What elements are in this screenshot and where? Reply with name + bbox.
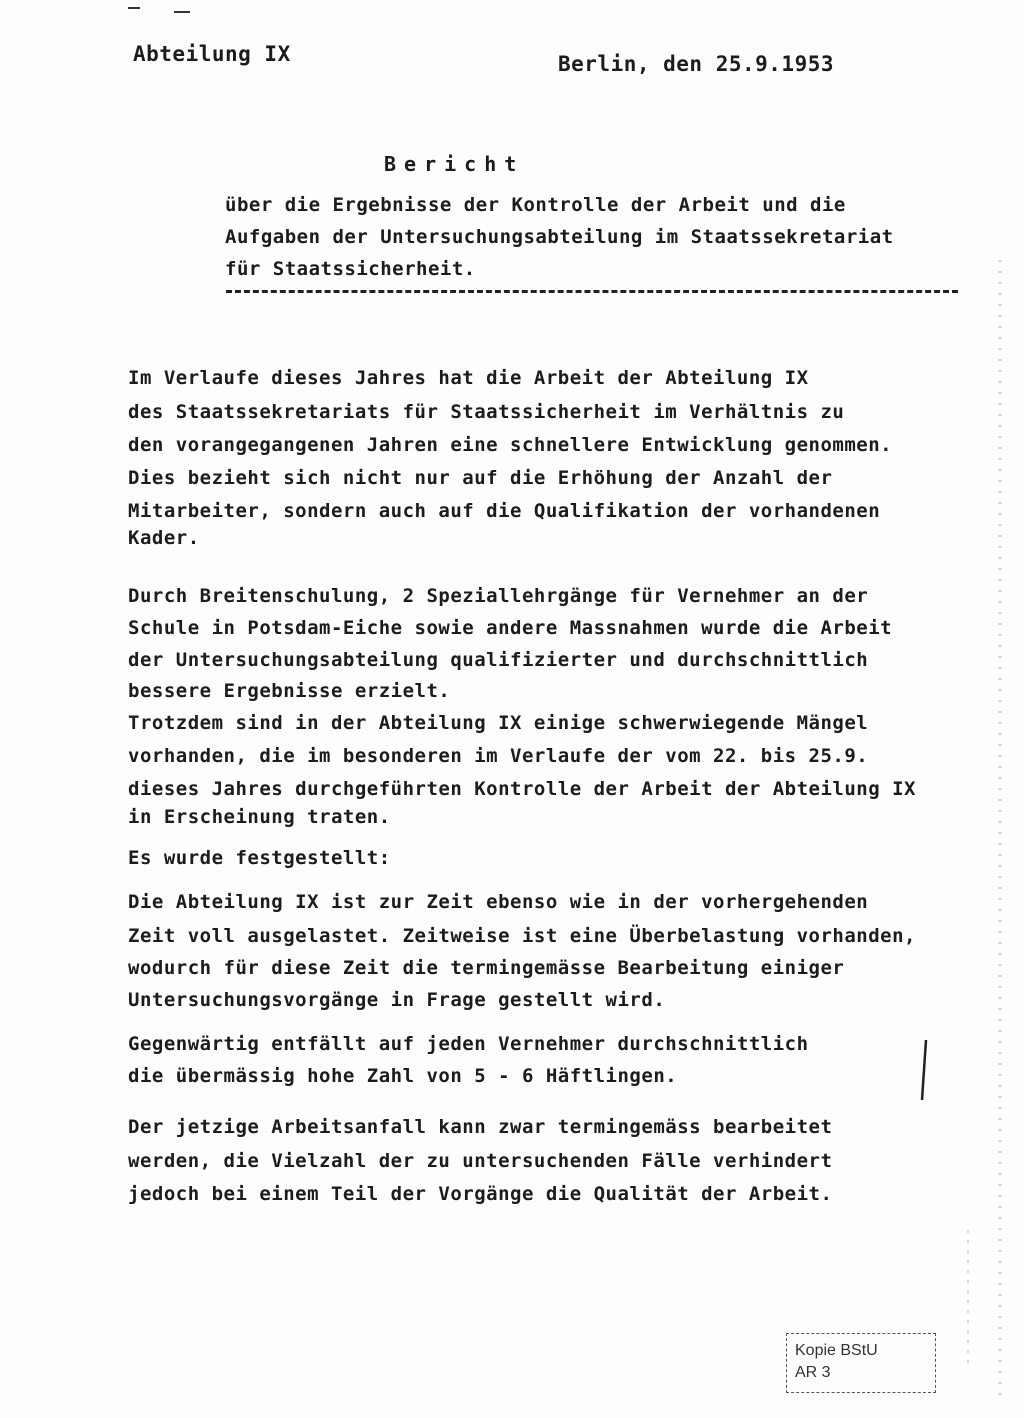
body-line: Im Verlaufe dieses Jahres hat die Arbeit der Abteilung IX: [128, 367, 809, 389]
body-line: Untersuchungsvorgänge in Frage gestellt wird.: [128, 989, 666, 1011]
body-line: dieses Jahres durchgeführten Kontrolle der Arbeit der Abteilung IX: [128, 778, 916, 800]
body-line: Zeit voll ausgelastet. Zeitweise ist eine Überbelastung vorhanden,: [128, 925, 916, 947]
body-line: Die Abteilung IX ist zur Zeit ebenso wie in der vorhergehenden: [128, 891, 869, 913]
body-line: der Untersuchungsabteilung qualifizierter und durchschnittlich: [128, 649, 869, 671]
body-line: bessere Ergebnisse erzielt.: [128, 680, 451, 702]
body-line: vorhanden, die im besonderen im Verlaufe der vom 22. bis 25.9.: [128, 745, 869, 767]
body-line: Es wurde festgestellt:: [128, 847, 391, 869]
subtitle-line: über die Ergebnisse der Kontrolle der Arbeit und die: [225, 194, 846, 216]
body-line: in Erscheinung traten.: [128, 806, 391, 828]
body-line: Durch Breitenschulung, 2 Speziallehrgänge für Vernehmer an der: [128, 585, 869, 607]
body-line: die übermässig hohe Zahl von 5 - 6 Häftlingen.: [128, 1065, 678, 1087]
body-line: werden, die Vielzahl der zu untersuchenden Fälle verhindert: [128, 1150, 833, 1172]
subtitle-line: für Staatssicherheit.: [225, 258, 476, 280]
stamp-line: Kopie BStU: [795, 1342, 878, 1359]
body-line: jedoch bei einem Teil der Vorgänge die Qualität der Arbeit.: [128, 1183, 833, 1205]
margin-pen-mark: [922, 1040, 926, 1100]
subtitle-line: Aufgaben der Untersuchungsabteilung im Staatssekretariat: [225, 226, 894, 248]
body-line: Der jetzige Arbeitsanfall kann zwar termingemäss bearbeitet: [128, 1116, 833, 1138]
place-date: Berlin, den 25.9.1953: [558, 52, 835, 76]
archive-stamp: [786, 1333, 936, 1393]
report-title: Bericht: [384, 152, 525, 176]
title-separator: [226, 290, 958, 293]
body-line: Trotzdem sind in der Abteilung IX einige schwerwiegende Mängel: [128, 712, 869, 734]
body-line: den vorangegangenen Jahren eine schnellere Entwicklung genommen.: [128, 434, 893, 456]
body-line: Mitarbeiter, sondern auch auf die Qualifikation der vorhandenen: [128, 500, 881, 522]
body-line: Schule in Potsdam-Eiche sowie andere Massnahmen wurde die Arbeit: [128, 617, 893, 639]
stamp-line: AR 3: [795, 1364, 831, 1381]
body-line: Gegenwärtig entfällt auf jeden Vernehmer durchschnittlich: [128, 1033, 809, 1055]
body-line: Kader.: [128, 527, 200, 549]
body-line: wodurch für diese Zeit die termingemässe Bearbeitung einiger: [128, 957, 845, 979]
body-line: des Staatssekretariats für Staatssicherheit im Verhältnis zu: [128, 401, 845, 423]
department-heading: Abteilung IX: [133, 42, 291, 66]
body-line: Dies bezieht sich nicht nur auf die Erhöhung der Anzahl der: [128, 467, 833, 489]
